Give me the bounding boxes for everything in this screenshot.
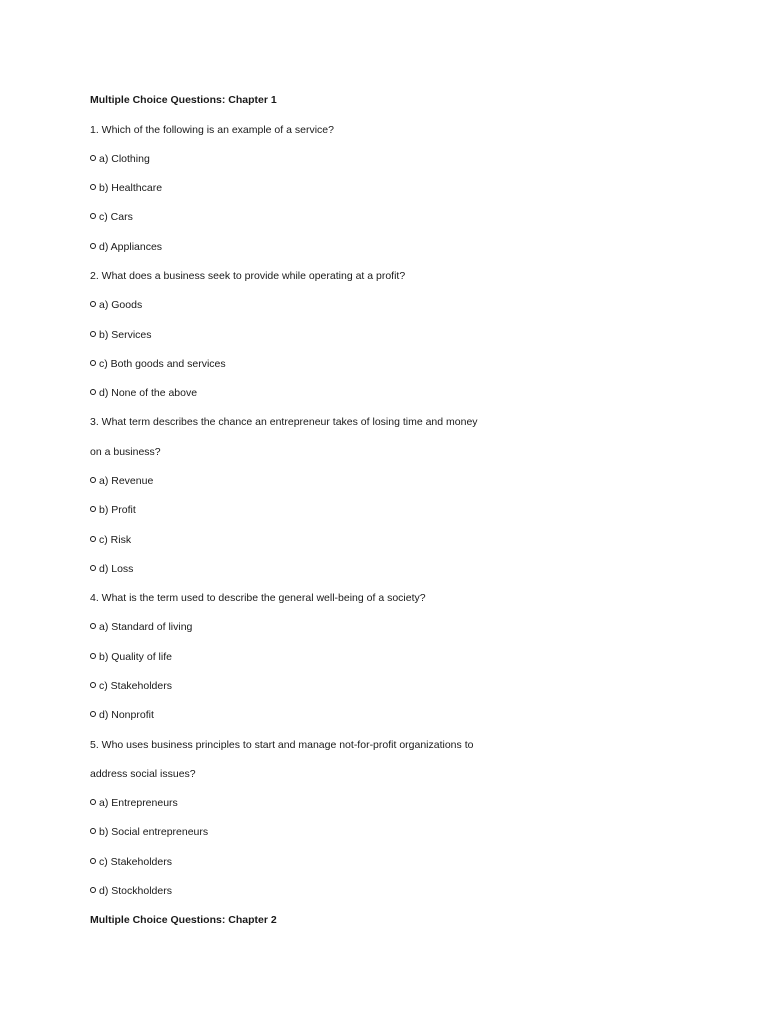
q3-option-d[interactable] (90, 562, 133, 576)
option-label: c) Stakeholders (99, 856, 172, 868)
option-label: d) Nonprofit (99, 709, 154, 721)
option-label: d) Loss (99, 563, 134, 575)
radio-circle-icon[interactable] (90, 887, 96, 893)
q4-option-d[interactable] (90, 708, 154, 722)
q3-option-b[interactable] (90, 503, 136, 517)
q3-option-a[interactable] (90, 474, 153, 488)
radio-circle-icon[interactable] (90, 184, 96, 190)
option-label: b) Services (99, 329, 152, 341)
q1-option-c[interactable] (90, 210, 133, 224)
question-2-text: 2. What does a business seek to provide while operating at a profit? (90, 270, 406, 282)
radio-circle-icon[interactable] (90, 799, 96, 805)
question-4-text: 4. What is the term used to describe the general well-being of a society? (90, 592, 426, 604)
radio-circle-icon[interactable] (90, 477, 96, 483)
question-5-text-line-1: 5. Who uses business principles to start and manage not-for-profit organizations to (90, 739, 474, 751)
radio-circle-icon[interactable] (90, 360, 96, 366)
option-label: a) Clothing (99, 153, 150, 165)
option-label: c) Cars (99, 211, 133, 223)
radio-circle-icon[interactable] (90, 506, 96, 512)
option-label: b) Quality of life (99, 651, 172, 663)
q4-option-b[interactable] (90, 650, 172, 664)
chapter-1-heading: Multiple Choice Questions: Chapter 1 (90, 94, 277, 106)
question-3-text-line-2: on a business? (90, 446, 161, 458)
q4-option-a[interactable] (90, 620, 192, 634)
radio-circle-icon[interactable] (90, 301, 96, 307)
q4-option-c[interactable] (90, 679, 172, 693)
q2-option-b[interactable] (90, 328, 152, 342)
question-5-text-line-2: address social issues? (90, 768, 196, 780)
q2-option-d[interactable] (90, 386, 197, 400)
q3-option-c[interactable] (90, 533, 131, 547)
option-label: d) Stockholders (99, 885, 172, 897)
radio-circle-icon[interactable] (90, 565, 96, 571)
option-label: c) Stakeholders (99, 680, 172, 692)
q1-option-a[interactable] (90, 152, 150, 166)
radio-circle-icon[interactable] (90, 858, 96, 864)
option-label: a) Revenue (99, 475, 154, 487)
q5-option-c[interactable] (90, 855, 172, 869)
radio-circle-icon[interactable] (90, 623, 96, 629)
radio-circle-icon[interactable] (90, 682, 96, 688)
radio-circle-icon[interactable] (90, 389, 96, 395)
option-label: d) Appliances (99, 241, 163, 253)
q1-option-d[interactable] (90, 240, 162, 254)
option-label: a) Goods (99, 299, 143, 311)
q5-option-d[interactable] (90, 884, 172, 898)
option-label: d) None of the above (99, 387, 198, 399)
q2-option-a[interactable] (90, 298, 142, 312)
q2-option-c[interactable] (90, 357, 226, 371)
radio-circle-icon[interactable] (90, 536, 96, 542)
option-label: c) Both goods and services (99, 358, 226, 370)
option-label: b) Profit (99, 504, 136, 516)
chapter-2-heading: Multiple Choice Questions: Chapter 2 (90, 914, 277, 926)
option-label: b) Healthcare (99, 182, 163, 194)
option-label: b) Social entrepreneurs (99, 826, 209, 838)
option-label: c) Risk (99, 534, 132, 546)
question-1-text: 1. Which of the following is an example of a service? (90, 124, 334, 136)
radio-circle-icon[interactable] (90, 711, 96, 717)
option-label: a) Standard of living (99, 621, 193, 633)
radio-circle-icon[interactable] (90, 828, 96, 834)
radio-circle-icon[interactable] (90, 243, 96, 249)
option-label: a) Entrepreneurs (99, 797, 178, 809)
q5-option-b[interactable] (90, 825, 208, 839)
q5-option-a[interactable] (90, 796, 178, 810)
radio-circle-icon[interactable] (90, 653, 96, 659)
radio-circle-icon[interactable] (90, 331, 96, 337)
radio-circle-icon[interactable] (90, 155, 96, 161)
radio-circle-icon[interactable] (90, 213, 96, 219)
question-3-text-line-1: 3. What term describes the chance an entrepreneur takes of losing time and money (90, 416, 478, 428)
q1-option-b[interactable] (90, 181, 162, 195)
